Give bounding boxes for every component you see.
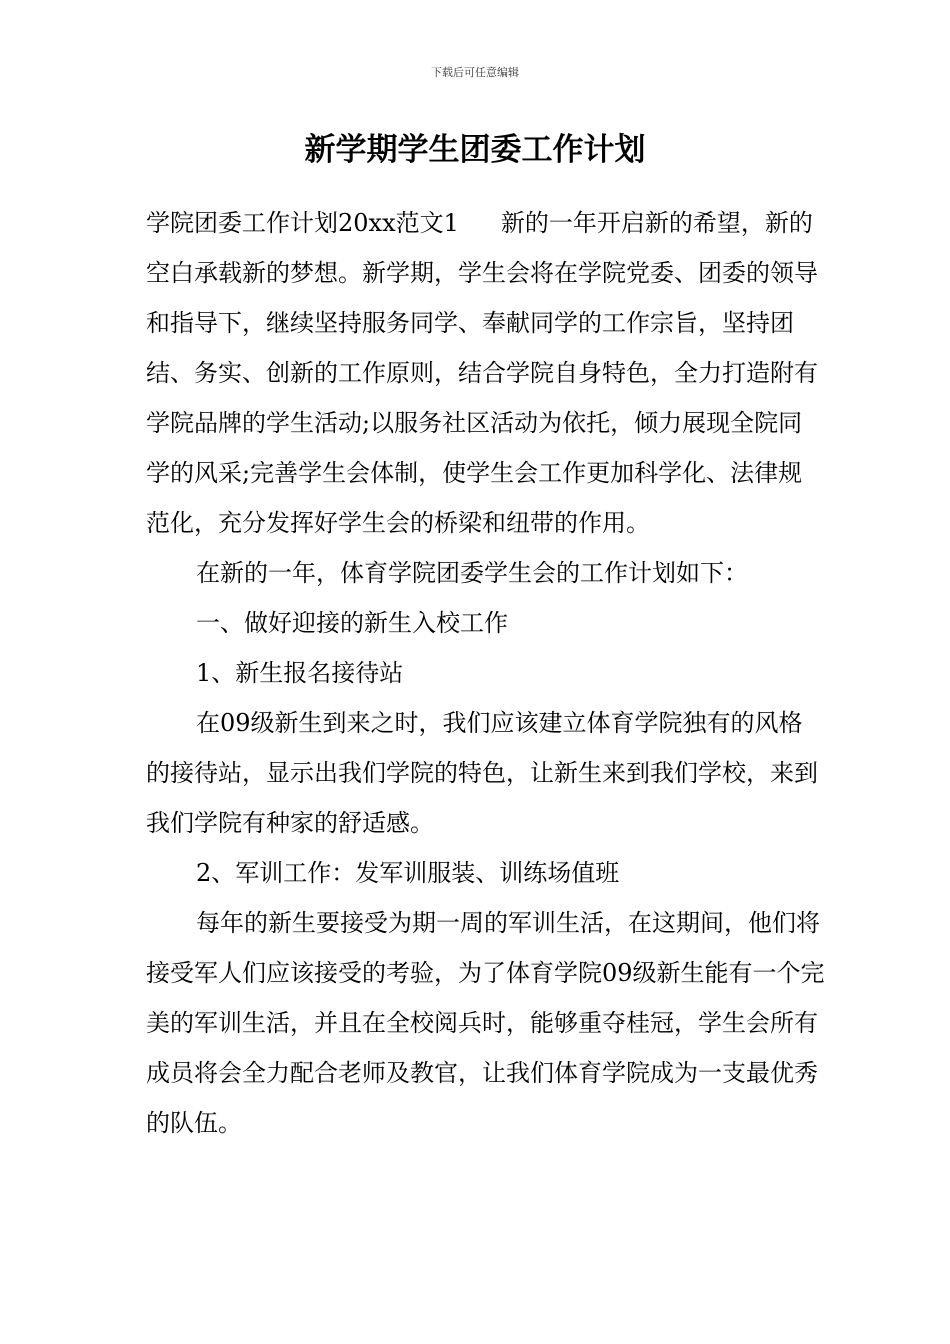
intro-text: 新的一年开启新的希望，新的空白承载新的梦想。新学期，学生会将在学院党委、团委的领导和指导下，继续坚持服务同学、奉献同学的工作宗旨，坚持团结、务实、创新的工作原则，结合学院自身特色，全力打造附有学院品牌的学生活动;以服务社区活动为依托，倾力展现全院同学的风采;完善学生会体制，使学生会工作更加科学化、法律规范化，充分发挥好学生会的桥梁和纽带的作用。 xyxy=(146,209,818,537)
subsection-heading-1: 1、新生报名接待站 xyxy=(196,659,404,687)
reception-paragraph: 在09级新生到来之时，我们应该建立体育学院独有的风格的接待站，显示出我们学院的特色，让新生来到我们学校，来到我们学院有种家的舒适感。 xyxy=(146,709,818,837)
document-title: 新学期学生团委工作计划 xyxy=(304,132,646,168)
document-body xyxy=(146,198,826,1148)
intro-label: 学院团委工作计划20xx范文1 xyxy=(146,209,459,237)
military-training-paragraph: 每年的新生要接受为期一周的军训生活，在这期间，他们将接受军人们应该接受的考验，为了体育学院09级新生能有一个完美的军训生活，并且在全校阅兵时，能够重夺桂冠，学生会所有成员将会全力配合老师及教官，让我们体育学院成为一支最优秀的队伍。 xyxy=(146,909,825,1137)
header-note: 下载后可任意编辑 xyxy=(431,66,519,79)
subsection-heading-2: 2、军训工作：发军训服装、训练场值班 xyxy=(196,859,620,887)
plan-lead-paragraph: 在新的一年，体育学院团委学生会的工作计划如下： xyxy=(196,559,748,587)
intro-paragraph xyxy=(146,198,826,548)
section-heading-1: 一、做好迎接的新生入校工作 xyxy=(196,609,508,637)
